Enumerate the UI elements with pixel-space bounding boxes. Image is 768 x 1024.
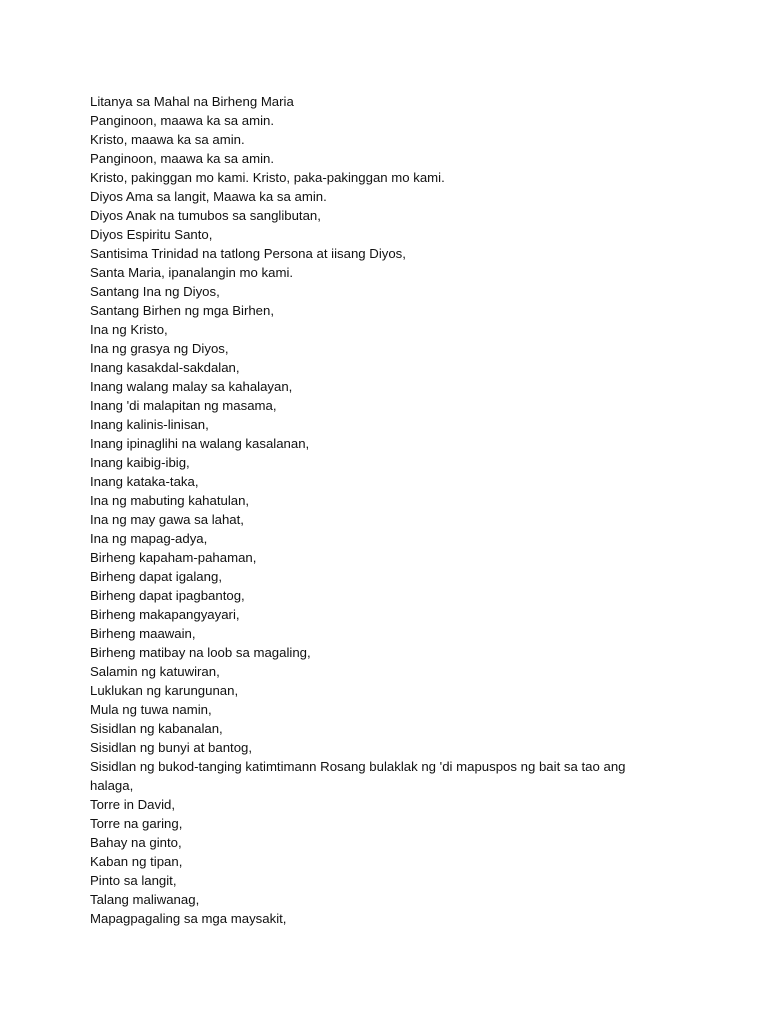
text-line: Inang kalinis-linisan, (90, 417, 209, 432)
text-line: Santa Maria, ipanalangin mo kami. (90, 265, 294, 280)
text-line: Inang ipinaglihi na walang kasalanan, (90, 436, 310, 451)
text-line: Santang Birhen ng mga Birhen, (90, 303, 275, 318)
text-line: Mapagpagaling sa mga maysakit, (90, 911, 287, 926)
text-line: Pinto sa langit, (90, 873, 177, 888)
text-line: Torre in David, (90, 797, 176, 812)
text-line: Kristo, maawa ka sa amin. (90, 132, 245, 147)
text-line: Sisidlan ng bukod-tanging katimtimann Rosang bulaklak ng 'di mapuspos ng bait sa tao ang (90, 759, 626, 774)
text-line: Inang kasakdal-sakdalan, (90, 360, 240, 375)
text-line: Inang kataka-taka, (90, 474, 199, 489)
text-line: Salamin ng katuwiran, (90, 664, 220, 679)
text-line: Birheng matibay na loob sa magaling, (90, 645, 311, 660)
document-page (90, 92, 690, 928)
text-line: Sisidlan ng kabanalan, (90, 721, 223, 736)
text-line: Bahay na ginto, (90, 835, 182, 850)
text-line: Ina ng mapag-adya, (90, 531, 208, 546)
text-line: Mula ng tuwa namin, (90, 702, 212, 717)
text-line: Ina ng grasya ng Diyos, (90, 341, 229, 356)
text-line: Ina ng Kristo, (90, 322, 168, 337)
text-line: Birheng makapangyayari, (90, 607, 240, 622)
text-line: Panginoon, maawa ka sa amin. (90, 113, 275, 128)
text-line: Birheng dapat ipagbantog, (90, 588, 245, 603)
text-line: Ina ng mabuting kahatulan, (90, 493, 250, 508)
text-line: Inang walang malay sa kahalayan, (90, 379, 293, 394)
text-line: Birheng maawain, (90, 626, 196, 641)
text-line: Birheng kapaham-pahaman, (90, 550, 257, 565)
text-line: Kaban ng tipan, (90, 854, 183, 869)
text-line: Diyos Anak na tumubos sa sanglibutan, (90, 208, 321, 223)
text-line: Inang 'di malapitan ng masama, (90, 398, 277, 413)
text-line: Sisidlan ng bunyi at bantog, (90, 740, 253, 755)
document-title: Litanya sa Mahal na Birheng Maria (90, 94, 294, 109)
text-line: Diyos Ama sa langit, Maawa ka sa amin. (90, 189, 327, 204)
text-line: Panginoon, maawa ka sa amin. (90, 151, 275, 166)
text-line: Talang maliwanag, (90, 892, 200, 907)
text-line: Santisima Trinidad na tatlong Persona at iisang Diyos, (90, 246, 406, 261)
text-line: Birheng dapat igalang, (90, 569, 222, 584)
text-line: Torre na garing, (90, 816, 183, 831)
text-line: halaga, (90, 778, 134, 793)
text-line: Ina ng may gawa sa lahat, (90, 512, 244, 527)
text-line: Diyos Espiritu Santo, (90, 227, 213, 242)
text-line: Kristo, pakinggan mo kami. Kristo, paka-pakinggan mo kami. (90, 170, 445, 185)
text-line: Santang Ina ng Diyos, (90, 284, 220, 299)
text-line: Inang kaibig-ibig, (90, 455, 190, 470)
text-line: Luklukan ng karungunan, (90, 683, 239, 698)
